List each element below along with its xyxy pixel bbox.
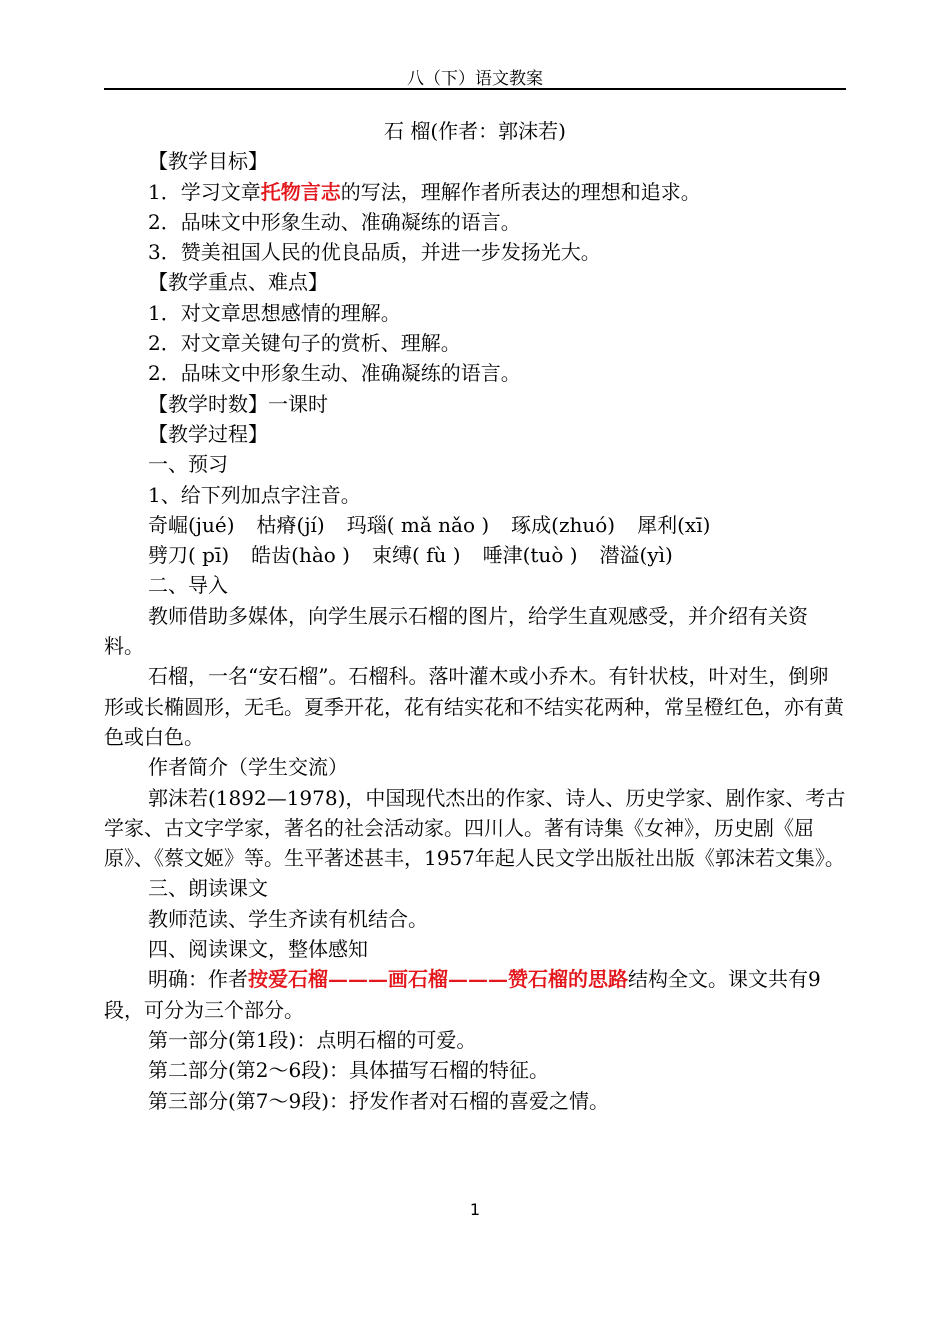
hours-line: 【教学时数】一课时 <box>148 391 328 416</box>
pinyin-item: 犀利(xī) <box>637 512 711 537</box>
overall-after: 结构全文。课文共有9段，可分为三个部分。 <box>104 967 821 1022</box>
intro-paragraph-2: 石榴，一名“安石榴”。石榴科。落叶灌木或小乔木。有针状枝，叶对生，倒卵形或长椭圆形，无毛。夏季开花，花有结实花和不结实花两种，常呈橙红色，亦有黄色或白色。 <box>104 664 844 749</box>
goal-1 <box>104 177 846 207</box>
overall-before: 明确：作者 <box>148 967 248 992</box>
section-preview: 一、预习 <box>148 452 228 477</box>
pinyin-row-2 <box>104 540 846 570</box>
part-1: 第一部分(第1段)：点明石榴的可爱。 <box>148 1027 477 1052</box>
goal-1-before: 1．学习文章 <box>148 179 261 204</box>
overall-highlight: 按爱石榴———画石榴———赞石榴的思路 <box>248 967 628 992</box>
preview-question: 1、给下列加点字注音。 <box>148 482 361 507</box>
process-heading: 【教学过程】 <box>148 421 268 446</box>
focus-1: 1．对文章思想感情的理解。 <box>148 300 401 325</box>
pinyin-item: 玛瑙( mǎ nǎo ) <box>346 512 490 537</box>
author-heading: 作者简介（学生交流） <box>148 755 348 780</box>
goal-1-highlight: 托物言志 <box>260 179 341 204</box>
section-intro: 二、导入 <box>148 573 228 598</box>
pinyin-item: 奇崛(jué) <box>148 512 235 537</box>
author-paragraph: 郭沫若(1892—1978)，中国现代杰出的作家、诗人、历史学家、剧作家、考古学家、古文字学家，著名的社会活动家。四川人。著有诗集《女神》，历史剧《屈原》、《蔡文姬》等。生平著述甚丰，1957年起人民文学出版社出版《郭沫若文集》。 <box>104 785 846 871</box>
pinyin-item: 枯瘠(jí) <box>256 512 325 537</box>
page-number: 1 <box>469 1200 481 1219</box>
goals-heading: 【教学目标】 <box>148 149 268 174</box>
document-body <box>104 116 846 1116</box>
goal-1-after: 的写法，理解作者所表达的理想和追求。 <box>340 179 701 204</box>
pinyin-item: 束缚( fù ) <box>371 543 461 568</box>
part-3: 第三部分(第7～9段)：抒发作者对石榴的喜爱之情。 <box>148 1088 610 1113</box>
goal-3: 3．赞美祖国人民的优良品质，并进一步发扬光大。 <box>148 240 601 265</box>
pinyin-item: 琢成(zhuó) <box>511 512 616 537</box>
part-2: 第二部分(第2～6段)：具体描写石榴的特征。 <box>148 1058 550 1083</box>
reading-aloud-paragraph: 教师范读、学生齐读有机结合。 <box>148 906 428 931</box>
focus-2: 2．对文章关键句子的赏析、理解。 <box>148 331 461 356</box>
pinyin-item: 皓齿(hào ) <box>251 543 350 568</box>
document-title: 石 榴(作者：郭沫若) <box>384 119 566 143</box>
header-divider <box>104 88 846 90</box>
pinyin-item: 潜溢(yì) <box>599 543 673 568</box>
section-overall-reading: 四、阅读课文，整体感知 <box>148 937 368 962</box>
goal-2: 2．品味文中形象生动、准确凝练的语言。 <box>148 209 521 234</box>
focus-heading: 【教学重点、难点】 <box>148 270 328 295</box>
pinyin-row-1 <box>104 510 846 540</box>
section-reading-aloud: 三、朗读课文 <box>148 876 268 901</box>
intro-paragraph-1: 教师借助多媒体，向学生展示石榴的图片，给学生直观感受，并介绍有关资料。 <box>104 603 808 659</box>
overall-reading-paragraph <box>104 964 846 1025</box>
focus-3: 2．品味文中形象生动、准确凝练的语言。 <box>148 361 521 386</box>
pinyin-item: 唾津(tuò ) <box>482 543 578 568</box>
pinyin-item: 劈刀( pī) <box>148 543 230 568</box>
page-header: 八（下）语文教案 <box>407 69 543 89</box>
